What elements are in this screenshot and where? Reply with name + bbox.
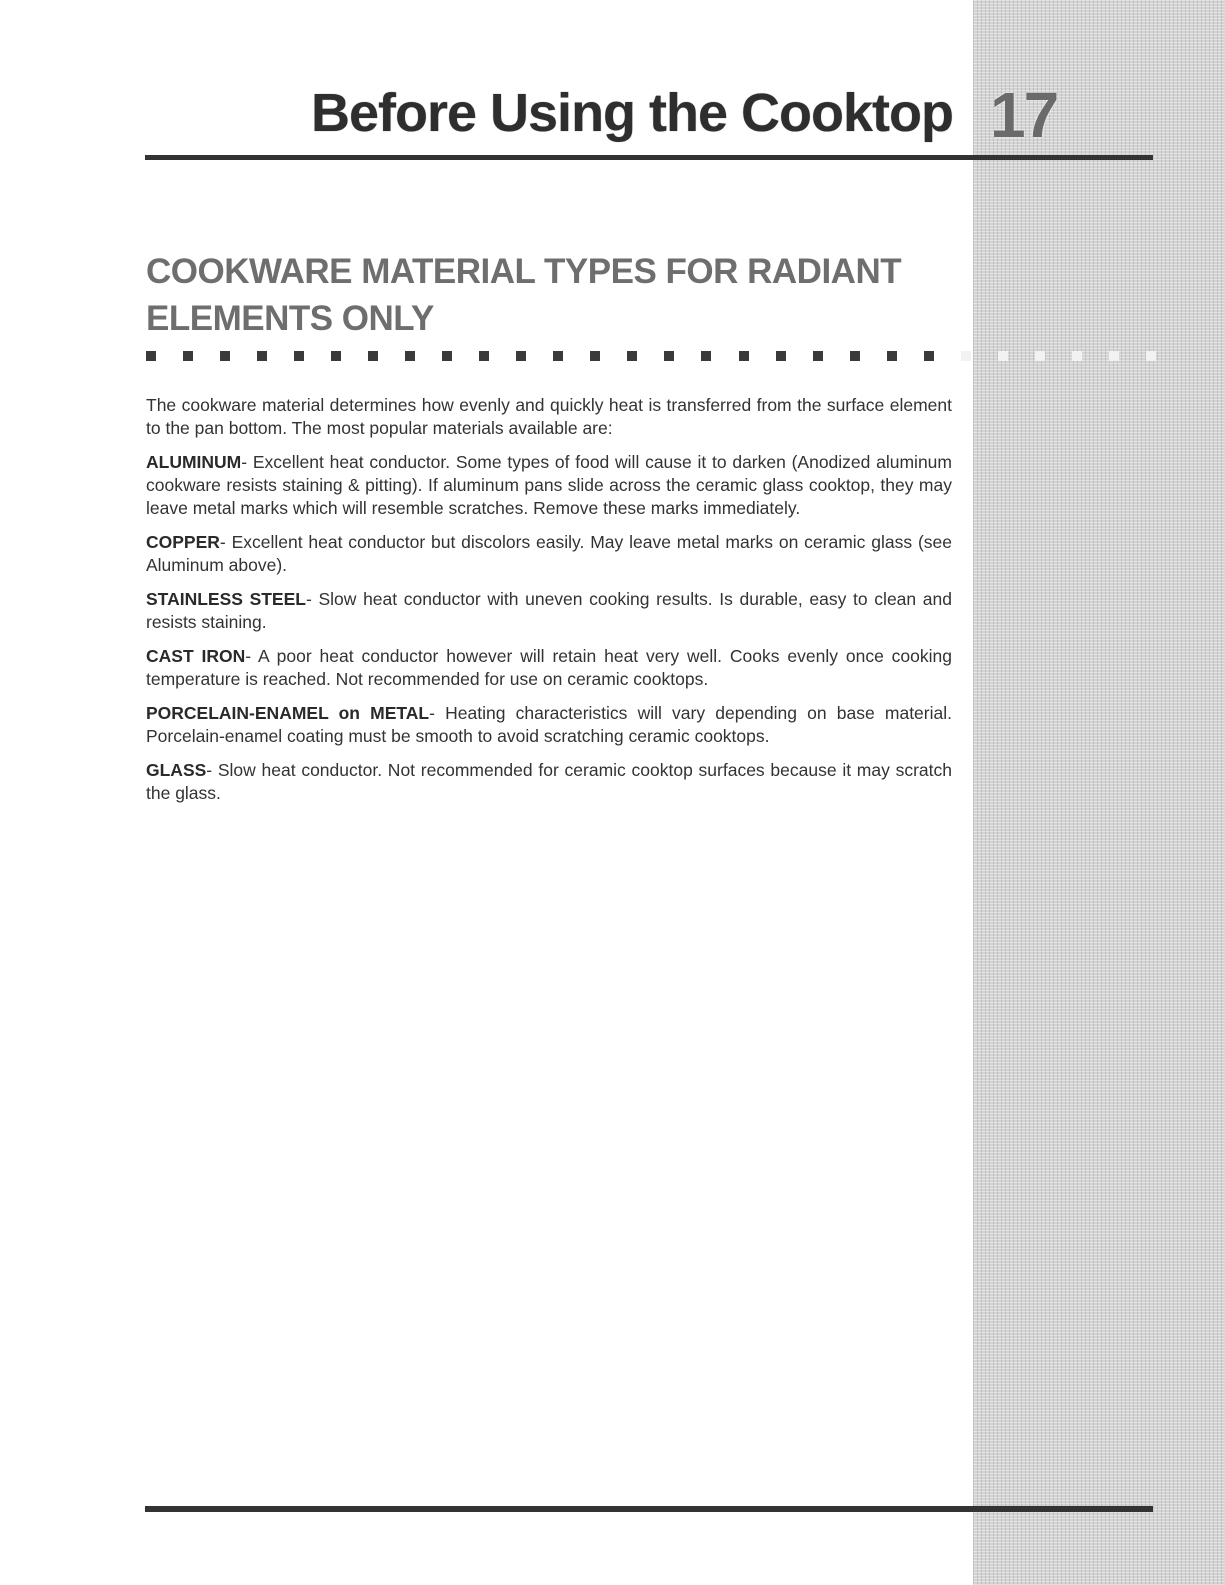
divider-dot (442, 351, 452, 361)
divider-dot (961, 351, 971, 361)
material-description: - Slow heat conductor. Not recommended for ceramic cooktop surfaces because it may scratch the glass. (146, 760, 952, 803)
material-porcelain-enamel (146, 702, 952, 748)
divider-dot (1109, 351, 1119, 361)
footer-rule (145, 1506, 1153, 1512)
dotted-divider (146, 351, 1156, 363)
divider-dot (405, 351, 415, 361)
material-aluminum (146, 451, 952, 520)
material-term: ALUMINUM (146, 452, 242, 472)
material-term: STAINLESS STEEL (146, 589, 306, 609)
material-description: - Excellent heat conductor. Some types of food will cause it to darken (Anodized aluminum cookware resists staining & pitting). If aluminum pans slide across the ceramic glass cooktop, they may leave metal marks which will resemble scratches. Remove these marks immediately. (146, 452, 952, 518)
material-stainless-steel (146, 588, 952, 634)
material-description: - Slow heat conductor with uneven cooking results. Is durable, easy to clean and resists staining. (146, 589, 952, 632)
intro-paragraph: The cookware material determines how evenly and quickly heat is transferred from the surface element to the pan bottom. The most popular materials available are: (146, 395, 952, 438)
material-description: - Excellent heat conductor but discolors easily. May leave metal marks on ceramic glass (see Aluminum above). (146, 532, 952, 575)
divider-dot (220, 351, 230, 361)
divider-dot (553, 351, 563, 361)
divider-dot (479, 351, 489, 361)
divider-dot (146, 351, 156, 361)
divider-dot (776, 351, 786, 361)
divider-dot (516, 351, 526, 361)
divider-dot (257, 351, 267, 361)
divider-dot (294, 351, 304, 361)
page-number: 17 (990, 79, 1058, 151)
material-copper (146, 531, 952, 577)
divider-dot (701, 351, 711, 361)
section-heading: COOKWARE MATERIAL TYPES FOR RADIANT ELEMENTS ONLY (146, 252, 902, 338)
divider-dot (924, 351, 934, 361)
body-text (146, 394, 952, 816)
divider-dot (1035, 351, 1045, 361)
divider-dot (331, 351, 341, 361)
divider-dot (1146, 351, 1156, 361)
divider-dot (813, 351, 823, 361)
divider-dot (998, 351, 1008, 361)
material-term: COPPER (146, 532, 220, 552)
divider-dot (1072, 351, 1082, 361)
divider-dot (183, 351, 193, 361)
divider-dot (664, 351, 674, 361)
material-glass (146, 759, 952, 805)
divider-dot (887, 351, 897, 361)
divider-dot (590, 351, 600, 361)
material-description: - Heating characteristics will vary depending on base material. Porcelain-enamel coating must be smooth to avoid scratching ceramic cooktops. (146, 703, 952, 746)
divider-dot (739, 351, 749, 361)
divider-dot (627, 351, 637, 361)
divider-dot (850, 351, 860, 361)
material-term: CAST IRON (146, 646, 246, 666)
header-rule (145, 155, 1153, 160)
material-term: PORCELAIN-ENAMEL on METAL (146, 703, 430, 723)
page-header-title: Before Using the Cooktop (310, 83, 953, 143)
divider-dot (368, 351, 378, 361)
side-band-decoration (973, 0, 1225, 1585)
material-cast-iron (146, 645, 952, 691)
material-description: - A poor heat conductor however will retain heat very well. Cooks evenly once cooking temperature is reached. Not recommended for use on ceramic cooktops. (146, 646, 953, 689)
material-term: GLASS (146, 760, 207, 780)
